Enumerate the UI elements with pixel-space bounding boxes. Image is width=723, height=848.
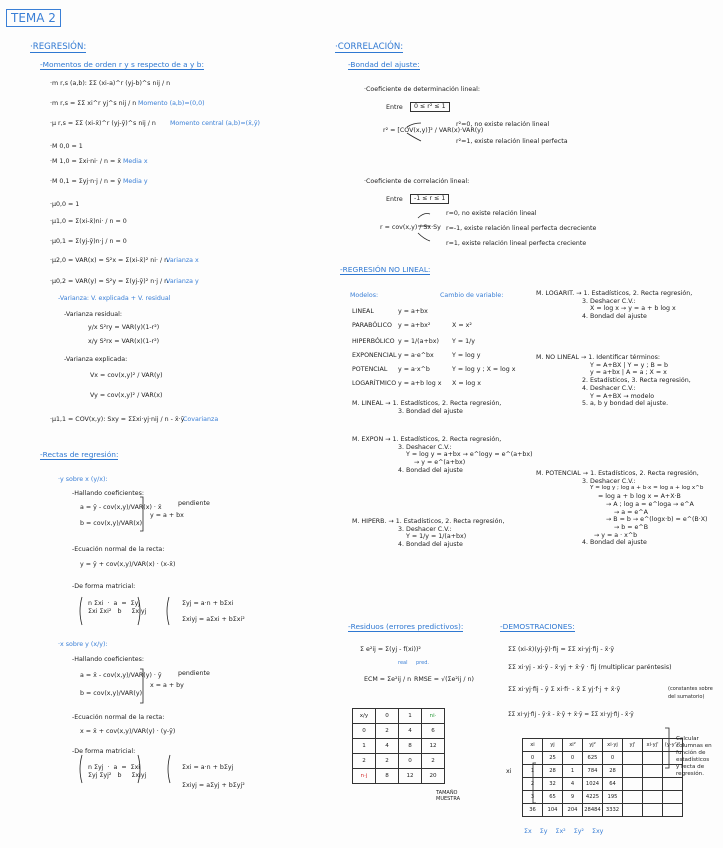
matrix-form-label: -De forma matricial: [72, 748, 136, 755]
r-range: -1 ≤ r ≤ 1 [410, 194, 449, 204]
correlation-header: ·CORRELACIÓN: [335, 42, 404, 52]
variance-decomp: -Varianza: V. explicada + V. residual [58, 295, 171, 302]
model-eq: y = a+bx [398, 308, 428, 315]
normal-eq-label: -Ecuación normal de la recta: [72, 546, 165, 553]
formula-line: ·μ0,1 = Σ(yj-ȳ)n·j / n = 0 [50, 238, 127, 245]
formula-line: ·m r,s (a,b): ΣΣ (xi-a)^r (yj-b)^s nij / n [50, 80, 171, 87]
model-eq: y = a+bx² [398, 322, 431, 329]
m-lineal-steps: M. LINEAL → 1. Estadísticos, 2. Recta regresión, 3. Bondad del ajuste [352, 400, 502, 415]
formula-line: ·μ1,1 = COV(x,y): Sxy = ΣΣxi·yj·nij / n - x̄·ȳ [50, 416, 185, 423]
residual-variance-label: -Varianza residual: [64, 311, 123, 318]
matrix-form-label: -De forma matricial: [72, 583, 136, 590]
hallando-label: -Hallando coeficientes: [72, 490, 145, 497]
r-outcome: r=-1, existe relación lineal perfecta decreciente [446, 225, 597, 232]
model-eq: y = a+b log x [398, 380, 442, 387]
formula-line: ·m r,s = ΣΣ xi^r yj^s nij / n [50, 100, 137, 107]
model-eq: y = a·e^bx [398, 352, 434, 359]
frequency-table [352, 708, 445, 784]
r-outcome: r=1, existe relación lineal perfecta creciente [446, 240, 587, 247]
matrix-xy: n Σyj · a = Σxi Σyj Σyj² b Σxiyj [88, 764, 147, 779]
moment-central-tag: Momento central (a,b)=(x̄,ȳ) [170, 120, 261, 127]
lines-header: -Rectas de regresión: [40, 450, 119, 459]
demo-line: ΣΣ xi·yj·fij - ȳ Σ xi·fi· - x̄ Σ yj·f·j + x̄·ȳ [508, 686, 621, 693]
r-outcome: r=0, no existe relación lineal [446, 210, 537, 217]
covariance-tag: Covarianza [183, 416, 219, 423]
formula-line: ·M 1,0 = Σxi·ni· / n = x̄ [50, 158, 122, 165]
table-row: 1 4 8 12 [353, 739, 445, 754]
table-row: 2 32 4 1024 64 [523, 778, 683, 791]
table-row: 0 2 4 6 [353, 724, 445, 739]
between-label: Entre [386, 196, 403, 203]
models-label: Modelos: [350, 292, 379, 299]
demo-side-note: (constantes sobre del sumatorio) [668, 686, 713, 700]
formula-line: y/x S²ry = VAR(y)(1-r²) [88, 324, 160, 331]
var-y-tag: Varianza y [166, 278, 199, 285]
m-expon-steps: M. EXPON → 1. Estadísticos, 2. Recta regresión, 3. Deshacer C.V.: Y = log y = a+bx → e^logy = e^(a+bx) → y = e^(a+bx) 4. Bondad del ajuste [352, 436, 533, 474]
system-eq: Σxiyj = aΣyj + bΣyj² [182, 782, 245, 789]
formula-line: ·μ0,0 = 1 [50, 201, 80, 208]
explained-variance-label: -Varianza explicada: [64, 356, 128, 363]
coef-a: a = ȳ - cov(x,y)/VAR(x) · x̄ [80, 504, 162, 511]
m-logarit-steps: M. LOGARIT. → 1. Estadísticos, 2. Recta regresión, 3. Deshacer C.V.: X = log x → y = a + b log x 4. Bondad del ajuste [536, 290, 693, 321]
model-eq: y = a·x^b [398, 366, 430, 373]
sum-labels: Σx Σy Σx² Σy² Σxy [524, 828, 604, 835]
row-label: xi [506, 768, 512, 775]
pred-label: pred. [416, 660, 429, 666]
formula-line: x/y S²rx = VAR(x)(1-r²) [88, 338, 160, 345]
regression-line-eq: y = a + bx [150, 512, 184, 519]
page-title: TEMA 2 [6, 9, 61, 27]
table-row: n·j 8 12 20 [353, 769, 445, 784]
formula-line: ·μ r,s = ΣΣ (xi-x̄)^r (yj-ȳ)^s nij / n [50, 120, 156, 127]
nonlinear-header: -REGRESIÓN NO LINEAL: [340, 265, 431, 274]
mean-x-tag: Media x [123, 158, 148, 165]
m-potencial-steps: M. POTENCIAL → 1. Estadísticos, 2. Recta regresión, 3. Deshacer C.V.: Y = log y ; log a + b·x = log a + log x^b = log a + b log x = A+X·B → A ; log a = e^loga → e^A → a = e^A → B = b → e^(logx·b) = e^(B·X) → b = e^B → y = a · x^b 4. Bondad del ajuste [536, 470, 708, 547]
system-eq: Σxi = a·n + bΣyj [182, 764, 234, 771]
change-label: Cambio de variable: [440, 292, 504, 299]
model-change: X = log x [452, 380, 481, 387]
model-name: LOGARÍTMICO [352, 380, 397, 387]
system-eq: Σyj = a·n + bΣxi [182, 600, 234, 607]
table-row: x/y 0 1 ni· [353, 709, 445, 724]
real-label: real [398, 660, 408, 666]
table-row: 3 65 9 4225 195 [523, 791, 683, 804]
demo-table [522, 738, 683, 817]
moments-header: -Momentos de orden r y s respecto de a y b: [40, 60, 204, 69]
regression-line-eq: x = a + by [150, 682, 184, 689]
normal-eq-label: -Ecuación normal de la recta: [72, 714, 165, 721]
table-row: 1 28 1 784 28 [523, 765, 683, 778]
corr-coef-label: ·Coeficiente de correlación lineal: [364, 178, 470, 185]
model-change: Y = 1/y [452, 338, 475, 345]
ecm-formula: ECM = Σe²ij / n [364, 676, 412, 683]
sum-squared-errors: Σ e²ij = Σ(yj - f(xi))² [360, 646, 421, 653]
slope-label: pendiente [178, 670, 210, 677]
normal-eq: x = x̄ + cov(x,y)/VAR(y) · (y-ȳ) [80, 728, 176, 735]
calc-note: Calcular columnas en función de estadísticos y recta de regresión. [676, 736, 712, 777]
regression-header: ·REGRESIÓN: [30, 42, 87, 52]
var-x-tag: Varianza x [166, 257, 199, 264]
coef-b: b = cov(x,y)/VAR(x) [80, 520, 143, 527]
x-on-y-header: ·x sobre y (x/y): [58, 641, 108, 648]
model-name: EXPONENCIAL [352, 352, 397, 359]
model-name: POTENCIAL [352, 366, 388, 373]
r-formula: r = cov(x,y) / Sx·Sy [380, 224, 441, 231]
formula-line: ·M 0,0 = 1 [50, 143, 83, 150]
mean-y-tag: Media y [123, 178, 148, 185]
model-eq: y = 1/(a+bx) [398, 338, 439, 345]
model-name: HIPERBÓLICO [352, 338, 395, 345]
normal-eq: y = ȳ + cov(x,y)/VAR(x) · (x-x̄) [80, 561, 176, 568]
goodness-header: -Bondad del ajuste: [348, 60, 420, 69]
model-change: Y = log y [452, 352, 481, 359]
det-coef-label: ·Coeficiente de determinación lineal: [364, 86, 480, 93]
moment-ab-tag: Momento (a,b)=(0,0) [138, 100, 205, 107]
m-no-lineal-steps: M. NO LINEAL → 1. Identificar términos: Y = A+BX | Y = y ; B = b y = a+bx | A = a ; X = x 2. Estadísticos, 3. Recta regresión, 4. Deshacer C.V.: Y = A+BX → modelo 5. a, b y bondad del ajuste. [536, 354, 691, 408]
table-row: 2 2 0 2 [353, 754, 445, 769]
slope-label: pendiente [178, 500, 210, 507]
between-label: Entre [386, 104, 403, 111]
coef-a: a = x̄ - cov(x,y)/VAR(y) · ȳ [80, 672, 162, 679]
table-row: 0 25 0 625 0 [523, 752, 683, 765]
model-name: LINEAL [352, 308, 374, 315]
table-note: TAMAÑO MUESTRA [436, 790, 461, 802]
table-row: 36 104 204 28484 3332 [523, 804, 683, 817]
r2-range: 0 ≤ r² ≤ 1 [410, 102, 450, 112]
formula-line: Vy = cov(x,y)² / VAR(x) [90, 392, 163, 399]
r2-outcome: r²=1, existe relación lineal perfecta [456, 138, 568, 145]
model-name: PARABÓLICO [352, 322, 393, 329]
matrix-yx: n Σxi · a = Σyj Σxi Σxi² b Σxiyj [88, 600, 147, 615]
hallando-label: -Hallando coeficientes: [72, 656, 145, 663]
r2-formula: r² = [COV(x,y)]² / VAR(x)·VAR(y) [383, 127, 484, 134]
formula-line: ·M 0,1 = Σyj·n·j / n = ȳ [50, 178, 122, 185]
residuals-header: -Residuos (errores predictivos): [348, 622, 464, 631]
rmse-formula: RMSE = √(Σe²ij / n) [414, 676, 474, 683]
formula-line: ·μ0,2 = VAR(y) = S²y = Σ(yj-ȳ)² n·j / n [50, 278, 169, 285]
demos-header: -DEMOSTRACIONES: [500, 622, 575, 631]
formula-line: Vx = cov(x,y)² / VAR(y) [90, 372, 163, 379]
y-on-x-header: ·y sobre x (y/x): [58, 476, 108, 483]
demo-line: ΣΣ (xi-x̄)(yj-ȳ)·fij = ΣΣ xi·yj·fij - x̄·ȳ [508, 646, 615, 653]
formula-line: ·μ1,0 = Σ(xi-x̄)ni· / n = 0 [50, 218, 127, 225]
formula-line: ·μ2,0 = VAR(x) = S²x = Σ(xi-x̄)² ni· / n [50, 257, 169, 264]
coef-b: b = cov(x,y)/VAR(y) [80, 690, 143, 697]
model-change: X = x² [452, 322, 472, 329]
table-row: xi yj xi² yj² xi·yj yj' xi·yj' (y-y')² [523, 739, 683, 752]
m-hiperb-steps: M. HIPERB. → 1. Estadísticos, 2. Recta regresión, 3. Deshacer C.V.: Y = 1/y = 1/(a+bx) 4. Bondad del ajuste [352, 518, 505, 549]
model-change: Y = log y ; X = log x [452, 366, 516, 373]
system-eq: Σxiyj = aΣxi + bΣxi² [182, 616, 245, 623]
demo-line: ΣΣ xi·yj·fij - ȳ·x̄ - x̄·ȳ + x̄·ȳ = ΣΣ xi·yj·fij - x̄·ȳ [508, 712, 634, 718]
r2-outcome: r²=0, no existe relación lineal [456, 121, 550, 128]
demo-line: ΣΣ xi·yj - xi·ȳ - x̄·yj + x̄·ȳ · fij (multiplicar paréntesis) [508, 664, 672, 671]
